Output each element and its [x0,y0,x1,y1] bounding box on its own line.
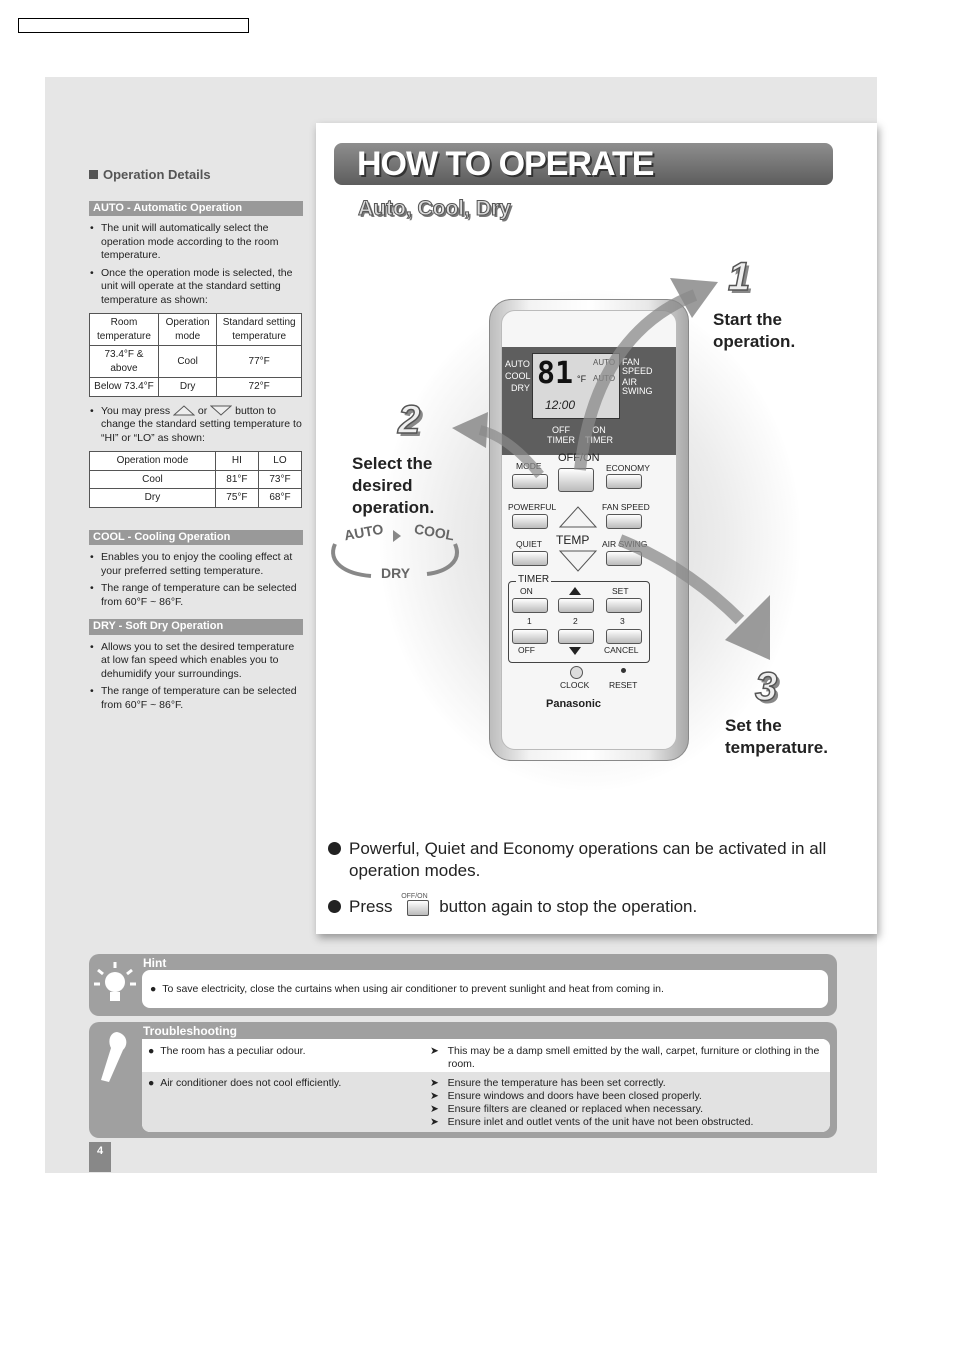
table-header: LO [258,452,301,471]
list-item: • Once the operation mode is selected, the unit will operate at the standard setting temperature as shown: [101,267,303,308]
number-2-label: 2 [573,616,578,626]
list-item: • The range of temperature can be selected from 60°F ~ 86°F. [101,582,303,609]
quiet-label: QUIET [516,539,542,549]
list-item: • The unit will automatically select the operation mode according to the room temperature. [101,222,303,263]
table-cell: Cool [90,470,216,489]
table-cell: Below 73.4°F [90,378,159,397]
table-cell: 75°F [215,489,258,508]
table-cell: Dry [90,489,216,508]
table-cell: Cool [158,346,216,378]
number-3-label: 3 [620,616,625,626]
solution-1: ➤ This may be a damp smell emitted by the wall, carpet, furniture or clothing in the room. [430,1045,820,1070]
solution-2d: ➤ Ensure inlet and outlet vents of the unit have not been obstructed. [430,1116,754,1128]
bullet-icon [328,842,341,855]
step-1-number: 1 [728,255,751,299]
problem-1: ● The room has a peculiar odour. [148,1045,306,1057]
lcd-auto-1: AUTO [593,358,616,367]
table-header: HI [215,452,258,471]
cycle-cool-label: COOL [412,520,456,544]
hint-body [142,970,828,1008]
hint-title: Hint [143,956,167,970]
temp-label: TEMP [556,533,590,547]
table-header: Operation mode [90,452,216,471]
economy-label: ECONOMY [606,463,650,473]
table-row [142,1072,830,1132]
table-row [90,346,302,378]
table-cell: 68°F [258,489,301,508]
step-2-number: 2 [398,398,421,442]
brand-logo: Panasonic [546,698,602,710]
table-header: Standard setting temperature [217,314,302,346]
on-timer-label: ON TIMER [585,425,613,445]
air-swing-label: AIR SWING [602,539,648,549]
air-label: AIR [622,377,638,387]
timer-cancel-label: CANCEL [604,645,639,655]
offon-mini-icon [407,900,429,916]
table-header-row [90,452,302,471]
problem-2: ● Air conditioner does not cool efficiently. [148,1077,342,1089]
dry-bullets [89,641,303,713]
troubleshooting-title: Troubleshooting [143,1024,237,1038]
powerful-label: POWERFUL [508,502,557,512]
square-bullet-icon [89,170,98,179]
lcd-unit: °F [577,374,587,384]
lcd-time: 12:00 [545,398,576,412]
hint-text: ● To save electricity, close the curtains when using air conditioner to prevent sunlight and heat from coming in. [150,983,664,995]
auto-bar: AUTO - Automatic Operation [89,201,303,217]
dry-bar: DRY - Soft Dry Operation [89,619,303,635]
list-item: • The range of temperature can be selected from 60°F ~ 86°F. [101,685,303,712]
hi-lo-table [89,451,302,508]
swing-label: SWING [622,386,653,396]
header-box [18,18,249,33]
solution-2a: ➤ Ensure the temperature has been set correctly. [430,1077,666,1089]
page-number: 4 [89,1142,111,1172]
timer-label: TIMER [518,574,550,585]
temp-up-icon [173,405,195,416]
cycle-auto-label: AUTO [342,520,385,544]
table-cell: 73°F [258,470,301,489]
table-cell: 77°F [217,346,302,378]
mode-label-cool: COOL [505,371,531,381]
cool-bar: COOL - Cooling Operation [89,530,303,546]
hint-panel [89,954,837,1016]
table-cell: 73.4°F & above [90,346,159,378]
table-cell: 81°F [215,470,258,489]
table-cell: 72°F [217,378,302,397]
offon-label: OFF/ON [558,452,600,464]
step-3-number: 3 [755,665,778,709]
step-2-text: Select the desired operation. [352,454,435,517]
page-subtitle: Auto, Cool, Dry [358,197,511,220]
standard-temp-table [89,313,302,397]
clock-label: CLOCK [560,680,590,690]
reset-label: RESET [609,680,638,690]
lcd-auto-2: AUTO [593,374,616,383]
operation-notes [328,838,848,929]
offon-mini-button [401,893,435,915]
temp-down-icon [210,405,232,416]
step-3-text: Set the temperature. [725,716,828,757]
table-header: Operation mode [158,314,216,346]
lcd-temp: 81 [537,356,574,391]
fan-speed-label: FAN SPEED [602,502,650,512]
list-item: • You may press or button to change the standard setting temperature to “HI” or “LO” as shown: [101,405,303,446]
solution-2c: ➤ Ensure filters are cleaned or replaced when necessary. [430,1103,704,1115]
cycle-dry-label: DRY [381,565,411,581]
offon-mini-label: OFF/ON [401,893,428,900]
operation-details-column [89,165,303,716]
page-title: HOW TO OPERATE [357,145,654,183]
mode-label-auto: AUTO [505,359,530,369]
step-1-text: Start the operation. [713,310,796,351]
table-row [90,470,302,489]
press-bullets [89,405,303,446]
table-header-row [90,314,302,346]
timer-set-label: SET [612,586,629,596]
table-cell: Dry [158,378,216,397]
note-2: Press OFF/ON button again to stop the operation. [328,896,848,918]
list-item: • Enables you to enjoy the cooling effect at your preferred setting temperature. [101,551,303,578]
list-item: • Allows you to set the desired temperature at low fan speed which enables you to dehumidify your surroundings. [101,641,303,682]
troubleshooting-panel [89,1022,837,1138]
mode-label: MODE [516,461,542,471]
table-row [142,1039,830,1071]
off-timer-label: OFF TIMER [547,425,575,445]
timer-on-label: ON [520,586,533,596]
troubleshooting-body [142,1039,830,1132]
solution-2b: ➤ Ensure windows and doors have been closed properly. [430,1090,702,1102]
wrench-icon [97,1030,131,1086]
number-1-label: 1 [527,616,532,626]
note-1: Powerful, Quiet and Economy operations can be activated in all operation modes. [328,838,848,882]
auto-bullets [89,222,303,307]
timer-off-label: OFF [518,645,535,655]
cool-bullets [89,551,303,609]
table-row [90,489,302,508]
fan-label: FAN [622,357,640,367]
mode-label-dry: DRY [511,383,530,393]
table-row [90,378,302,397]
lightbulb-icon [93,960,137,1012]
table-header: Room temperature [90,314,159,346]
section-title: Operation Details [89,168,303,182]
speed-label: SPEED [622,366,653,376]
bullet-icon [328,900,341,913]
